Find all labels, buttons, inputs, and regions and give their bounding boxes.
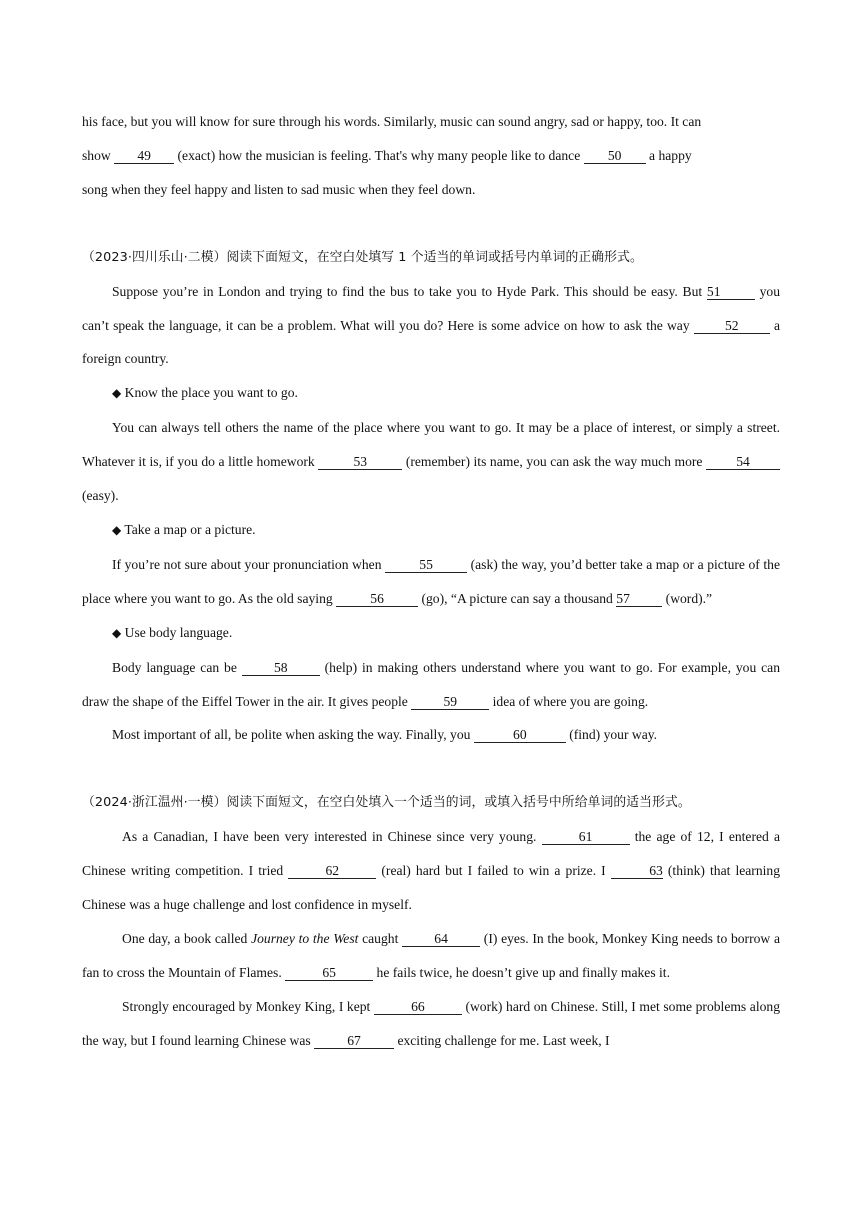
blank-66[interactable]: 66	[374, 999, 462, 1015]
passage-c-paragraph-2	[82, 922, 780, 990]
section-gap	[82, 207, 780, 241]
blank-63[interactable]: 63	[611, 863, 663, 879]
passage-c-heading: （2024·浙江温州·一模）阅读下面短文，在空白处填入一个适当的词，或填入括号中所给单词的适当形式。	[82, 795, 691, 811]
passage-b-paragraph-5	[82, 718, 780, 752]
diamond-bullet-icon: ◆	[112, 522, 122, 537]
text-run: idea of where you are going.	[489, 693, 649, 709]
blank-54[interactable]: 54	[706, 454, 780, 470]
blank-67[interactable]: 67	[314, 1033, 394, 1049]
text-run: he fails twice, he doesn’t give up and finally makes it.	[373, 964, 670, 980]
blank-62[interactable]: 62	[288, 863, 376, 879]
text-run: a happy	[645, 147, 692, 163]
blank-59[interactable]: 59	[411, 694, 489, 710]
passage-c-paragraph-1	[82, 820, 780, 922]
text-run: his face, but you will know for sure through his words. Similarly, music can sound angry, sad or happy, too. It can	[82, 114, 702, 129]
passage-b-subheading-1	[82, 376, 780, 411]
diamond-bullet-icon: ◆	[112, 625, 122, 640]
text-run: Most important of all, be polite when asking the way. Finally, you	[112, 727, 474, 743]
passage-a-line	[82, 105, 780, 139]
section-gap	[82, 752, 780, 786]
text-run: Body language can be	[112, 659, 242, 675]
text-run: show	[82, 147, 115, 163]
passage-b-subheading-3	[82, 616, 780, 651]
diamond-bullet-icon: ◆	[112, 386, 122, 401]
text-run: (easy).	[82, 488, 119, 504]
text-run: (remember) its name, you can ask the way much more	[402, 454, 707, 470]
text-run: (ask) the way, you’d better take a map or a picture of the place where you want to go. As the old saying	[82, 556, 780, 606]
text-run: caught	[358, 930, 403, 946]
blank-56[interactable]: 56	[336, 591, 418, 607]
blank-65[interactable]: 65	[285, 965, 373, 981]
text-run: If you’re not sure about your pronunciation when	[112, 556, 386, 572]
text-run: (work) hard on Chinese. Still, I met some problems along the way, but I found learning Chinese was	[82, 998, 780, 1048]
blank-57[interactable]: 57	[616, 591, 662, 607]
blank-55[interactable]: 55	[385, 557, 467, 573]
blank-61[interactable]: 61	[542, 829, 630, 845]
text-run: Suppose you’re in London and trying to find the bus to take you to Hyde Park. This should be easy. But	[112, 283, 703, 299]
blank-64[interactable]: 64	[402, 931, 480, 947]
passage-c-paragraph-3	[82, 990, 780, 1058]
text-run: the age of 12, I entered a Chinese writing competition. I tried	[82, 829, 781, 879]
document-content	[82, 105, 780, 1058]
text-run: Know the place you want to go.	[121, 385, 298, 401]
text-run: (exact) how the musician is feeling. That's why many people like to dance	[174, 147, 584, 163]
passage-a-line	[82, 173, 780, 207]
blank-49[interactable]: 49	[114, 148, 174, 164]
text-run: Use body language.	[121, 624, 233, 640]
text-run: (word).”	[662, 590, 713, 606]
passage-b-paragraph-1	[82, 275, 780, 377]
text-run: (I) eyes. In the book, Monkey King needs to borrow a fan to cross the Mountain of Flames.	[82, 930, 780, 980]
text-run: (go), “A picture can say a thousand	[418, 590, 617, 606]
text-run: You can always tell others the name of the place where you want to go. It may be a place of interest, or simply a street. Whatever it is, if you do a little homework	[82, 420, 780, 470]
passage-a-line	[82, 139, 780, 173]
passage-b-paragraph-3	[82, 548, 780, 616]
blank-60[interactable]: 60	[474, 727, 566, 743]
text-run: song when they feel happy and listen to sad music when they feel down.	[82, 181, 476, 197]
blank-58[interactable]: 58	[242, 660, 320, 676]
text-run: (real) hard but I failed to win a prize. I	[376, 863, 611, 879]
blank-50[interactable]: 50	[584, 148, 646, 164]
passage-b-subheading-2	[82, 513, 780, 548]
blank-53[interactable]: 53	[318, 454, 402, 470]
text-run: Strongly encouraged by Monkey King, I kept	[122, 998, 374, 1014]
text-run: (think) that learning Chinese was a huge challenge and lost confidence in myself.	[82, 863, 781, 913]
text-run: (find) your way.	[565, 727, 658, 743]
text-run: a foreign country.	[82, 317, 781, 367]
passage-b-heading: （2023·四川乐山·二模）阅读下面短文，在空白处填写 1 个适当的单词或括号内单词的正确形式。	[82, 249, 643, 265]
blank-51[interactable]: 51	[707, 284, 755, 300]
text-run: (help) in making others understand where you want to go. For example, you can draw the shape of the Eiffel Tower in the air. It gives people	[82, 659, 781, 709]
text-run: One day, a book called	[122, 930, 252, 946]
blank-52[interactable]: 52	[694, 318, 770, 334]
passage-b-paragraph-4	[82, 651, 780, 719]
text-run: As a Canadian, I have been very interested in Chinese since very young.	[122, 829, 542, 845]
text-run: exciting challenge for me. Last week, I	[394, 1032, 610, 1048]
text-run: you can’t speak the language, it can be a problem. What will you do? Here is some advice on how to ask the way	[82, 283, 781, 333]
passage-b-paragraph-2	[82, 411, 780, 513]
book-title: Journey to the West	[251, 930, 359, 946]
text-run: Take a map or a picture.	[121, 521, 256, 537]
